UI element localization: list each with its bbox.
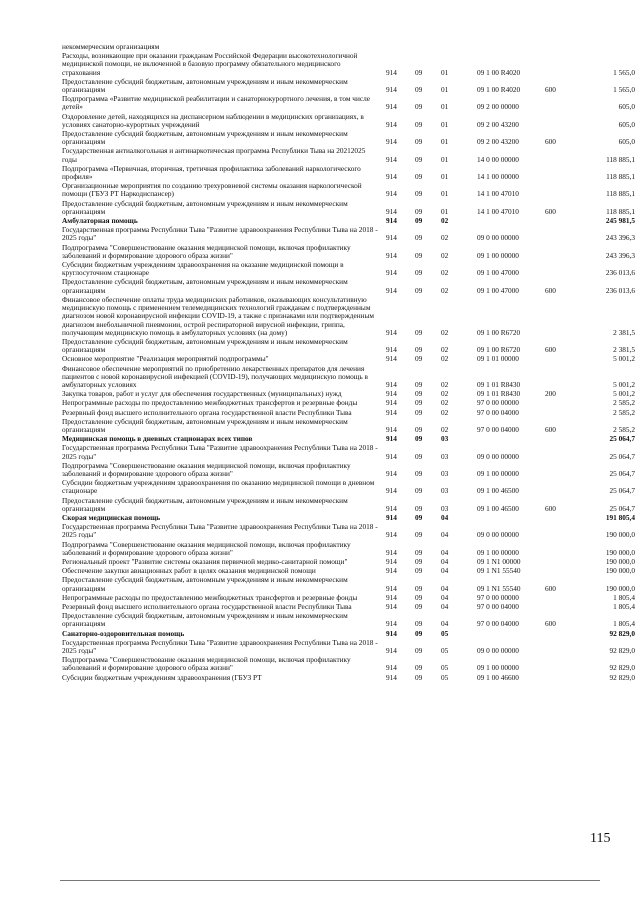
- section-code: 09: [415, 102, 423, 112]
- ministry-code: 914: [386, 646, 397, 656]
- amount: 92 829,0: [609, 672, 635, 682]
- section-code: 09: [415, 327, 423, 337]
- subsection-code: 02: [441, 354, 449, 364]
- table-row: [62, 199, 635, 216]
- section-code: 09: [415, 602, 423, 611]
- section-code: 09: [415, 354, 423, 364]
- subsection-code: 04: [441, 592, 449, 602]
- budget-table: [62, 43, 635, 682]
- subsection-code: 04: [441, 619, 449, 629]
- row-name: Санаторно-оздоровительная помощь: [62, 629, 185, 638]
- target-code: 09 2 00 43200: [477, 137, 519, 147]
- subsection-code: 05: [441, 672, 449, 682]
- table-row: [62, 261, 635, 278]
- section-code: 09: [415, 233, 423, 243]
- section-code: 09: [415, 451, 423, 461]
- target-code: 09 0 00 00000: [477, 233, 519, 243]
- target-code: 09 1 00 46500: [477, 503, 519, 513]
- ministry-code: 914: [386, 154, 397, 164]
- table-row: [62, 612, 635, 629]
- row-name: Государственная программа Республики Тыва "Развитие здравоохранения Республики Тыва на 2018 - 2025 годы": [62, 523, 378, 540]
- ministry-code: 914: [386, 345, 397, 355]
- target-code: 09 0 00 00000: [477, 451, 519, 461]
- ministry-code: 914: [386, 556, 397, 566]
- table-row: [62, 278, 635, 295]
- target-code: 14 1 00 47010: [477, 206, 519, 216]
- ministry-code: 914: [386, 672, 397, 682]
- table-row: [62, 512, 635, 522]
- subsection-code: 03: [441, 468, 449, 478]
- row-name: Предоставление субсидий бюджетным, автономным учреждениям и иным некоммерческим организациям: [62, 278, 348, 295]
- ministry-code: 914: [386, 407, 397, 417]
- subsection-code: 03: [441, 486, 449, 496]
- amount: 25 064,7: [609, 503, 635, 513]
- section-code: 09: [415, 216, 423, 226]
- amount: 25 064,7: [609, 486, 635, 496]
- amount: 190 000,0: [605, 583, 635, 593]
- expense-type: 600: [545, 345, 556, 355]
- ministry-code: 914: [386, 583, 397, 593]
- amount: 5 001,2: [613, 379, 635, 389]
- ministry-code: 914: [386, 663, 397, 673]
- amount: 5 001,2: [613, 389, 635, 399]
- ministry-code: 914: [386, 172, 397, 182]
- amount: 1 805,4: [613, 602, 635, 611]
- row-name: Подпрограмма "Совершенствование оказания медицинской помощи, включая профилактику заболеваний и формирование здорового образа жизни": [62, 461, 351, 478]
- amount: 2 585,2: [613, 398, 635, 408]
- ministry-code: 914: [386, 233, 397, 243]
- ministry-code: 914: [386, 285, 397, 295]
- amount: 190 000,0: [605, 530, 635, 540]
- amount: 92 829,0: [609, 646, 635, 656]
- ministry-code: 914: [386, 434, 397, 444]
- row-name: Оздоровление детей, находящихся на диспансерном наблюдении в медицинских организациях, в условиях санаторно-курортных учреждений: [62, 112, 364, 129]
- amount: 2 585,2: [613, 407, 635, 417]
- table-row: [62, 407, 635, 417]
- subsection-code: 02: [441, 389, 449, 399]
- table-row: [62, 523, 635, 540]
- ministry-code: 914: [386, 503, 397, 513]
- row-name: Предоставление субсидий бюджетным, автономным учреждениям и иным некоммерческим организациям: [62, 199, 348, 216]
- target-code: 09 1 00 00000: [477, 468, 519, 478]
- section-code: 09: [415, 119, 423, 129]
- amount: 25 064,7: [609, 468, 635, 478]
- expense-type: 600: [545, 619, 556, 629]
- row-name: Субсидии бюджетным учреждениям здравоохранения по оказанию медицинской помощи в дневном стационаре: [62, 479, 375, 496]
- row-name: Подпрограмма «Развитие медицинской реабилитации и санаторнокурортного лечения, в том числе детей»: [62, 95, 370, 112]
- amount: 118 885,1: [606, 172, 635, 182]
- section-code: 09: [415, 468, 423, 478]
- footer-divider: [60, 880, 600, 881]
- ministry-code: 914: [386, 619, 397, 629]
- subsection-code: 01: [441, 206, 449, 216]
- subsection-code: 04: [441, 566, 449, 576]
- ministry-code: 914: [386, 379, 397, 389]
- table-row: [62, 496, 635, 513]
- table-row: [62, 461, 635, 478]
- amount: 190 000,0: [605, 547, 635, 557]
- subsection-code: 02: [441, 424, 449, 434]
- amount: 605,0: [618, 102, 635, 112]
- section-code: 09: [415, 486, 423, 496]
- target-code: 09 2 00 43200: [477, 119, 519, 129]
- table-row: [62, 182, 635, 199]
- subsection-code: 04: [441, 556, 449, 566]
- expense-type: 600: [545, 85, 556, 95]
- row-name: Государственная программа Республики Тыва "Развитие здравоохранения Республики Тыва на 2018 - 2025 годы": [62, 226, 378, 243]
- ministry-code: 914: [386, 102, 397, 112]
- target-code: 09 1 00 R4020: [477, 85, 521, 95]
- ministry-code: 914: [386, 592, 397, 602]
- subsection-code: 02: [441, 327, 449, 337]
- amount: 5 001,2: [613, 354, 635, 364]
- target-code: 97 0 00 04000: [477, 424, 519, 434]
- ministry-code: 914: [386, 424, 397, 434]
- page-number: 115: [590, 831, 611, 846]
- table-row: [62, 592, 635, 602]
- row-name: некоммерческим организациям: [62, 43, 160, 51]
- expense-type: 600: [545, 206, 556, 216]
- table-row: [62, 337, 635, 355]
- row-name: Резервный фонд высшего исполнительного органа государственной власти Республики Тыва: [62, 408, 352, 417]
- row-name: Обеспечение закупки авиационных работ в целях оказания медицинской помощи: [62, 567, 316, 576]
- amount: 1 805,4: [613, 592, 635, 602]
- amount: 25 064,7: [609, 451, 635, 461]
- table-row: [62, 147, 635, 164]
- row-name: Непрограммные расходы по предоставлению межбюджетных трансфертов и резервные фонды: [62, 593, 358, 602]
- subsection-code: 03: [441, 503, 449, 513]
- section-code: 09: [415, 424, 423, 434]
- section-code: 09: [415, 285, 423, 295]
- expense-type: 600: [545, 503, 556, 513]
- subsection-code: 01: [441, 119, 449, 129]
- subsection-code: 02: [441, 285, 449, 295]
- row-name: Основное мероприятие "Реализация мероприятий подпрограммы": [62, 355, 269, 364]
- ministry-code: 914: [386, 250, 397, 260]
- table-row: [62, 364, 635, 390]
- row-name: Подпрограмма "Совершенствование оказания медицинской помощи, включая профилактику заболеваний и формирование здорового образа жизни": [62, 540, 351, 557]
- subsection-code: 01: [441, 154, 449, 164]
- target-code: 09 0 00 00000: [477, 530, 519, 540]
- target-code: 97 0 00 00000: [477, 398, 519, 408]
- subsection-code: 01: [441, 67, 449, 77]
- target-code: 09 1 00 R6720: [477, 345, 521, 355]
- amount: 236 013,6: [605, 285, 635, 295]
- target-code: 14 1 00 00000: [477, 172, 519, 182]
- row-name: Организационные мероприятия по созданию трехуровневой системы оказания наркологической помощи (ГБУЗ РТ Наркодиспансер): [62, 182, 362, 199]
- subsection-code: 01: [441, 85, 449, 95]
- ministry-code: 914: [386, 468, 397, 478]
- table-row: [62, 444, 635, 461]
- amount: 118 885,1: [606, 206, 635, 216]
- target-code: 09 1 00 00000: [477, 250, 519, 260]
- subsection-code: 04: [441, 602, 449, 611]
- ministry-code: 914: [386, 67, 397, 77]
- target-code: 09 1 01 00000: [477, 354, 519, 364]
- subsection-code: 04: [441, 547, 449, 557]
- table-row: [62, 77, 635, 95]
- target-code: 14 0 00 00000: [477, 154, 519, 164]
- table-row: [62, 95, 635, 112]
- section-code: 09: [415, 67, 423, 77]
- target-code: 09 1 00 R4020: [477, 67, 521, 77]
- target-code: 09 2 00 00000: [477, 102, 519, 112]
- table-row: [62, 354, 635, 364]
- ministry-code: 914: [386, 189, 397, 199]
- subsection-code: 05: [441, 646, 449, 656]
- subsection-code: 01: [441, 102, 449, 112]
- subsection-code: 02: [441, 268, 449, 278]
- section-code: 09: [415, 398, 423, 408]
- subsection-code: 02: [441, 345, 449, 355]
- table-row: [62, 164, 635, 182]
- amount: 1 565,0: [613, 85, 635, 95]
- target-code: 09 1 00 00000: [477, 663, 519, 673]
- expense-type: 600: [545, 137, 556, 147]
- subsection-code: 02: [441, 407, 449, 417]
- section-code: 09: [415, 583, 423, 593]
- row-name: Субсидии бюджетным учреждениям здравоохранения на оказание медицинской помощи в круглосуточном стационаре: [62, 261, 344, 278]
- row-name: Резервный фонд высшего исполнительного органа государственной власти Республики Тыва: [62, 603, 352, 611]
- target-code: 97 0 00 00000: [477, 592, 519, 602]
- table-row: [62, 479, 635, 496]
- section-code: 09: [415, 672, 423, 682]
- row-name: Предоставление субсидий бюджетным, автономным учреждениям и иным некоммерческим организациям: [62, 337, 348, 355]
- section-code: 09: [415, 628, 423, 638]
- section-code: 09: [415, 556, 423, 566]
- ministry-code: 914: [386, 119, 397, 129]
- amount: 190 000,0: [605, 566, 635, 576]
- amount: 243 396,3: [605, 250, 635, 260]
- ministry-code: 914: [386, 628, 397, 638]
- table-row: [62, 628, 635, 638]
- expense-type: 600: [545, 583, 556, 593]
- section-code: 09: [415, 250, 423, 260]
- table-row: [62, 540, 635, 557]
- subsection-code: 04: [441, 530, 449, 540]
- row-name: Региональный проект "Развитие системы оказания первичной медико-санитарной помощи": [62, 557, 348, 566]
- amount: 605,0: [618, 119, 635, 129]
- amount: 118 885,1: [606, 154, 635, 164]
- section-code: 09: [415, 345, 423, 355]
- ministry-code: 914: [386, 137, 397, 147]
- section-code: 09: [415, 503, 423, 513]
- row-name: Подпрограмма «Первичная, вторичная, третичная профилактика заболеваний наркологического профиля»: [62, 164, 361, 182]
- row-name: Государственная программа Республики Тыва "Развитие здравоохранения Республики Тыва на 2018 - 2025 годы": [62, 638, 378, 656]
- subsection-code: 03: [441, 434, 449, 444]
- target-code: 09 1 N1 55540: [477, 566, 521, 576]
- amount: 1 805,4: [613, 619, 635, 629]
- target-code: 09 0 00 00000: [477, 646, 519, 656]
- ministry-code: 914: [386, 327, 397, 337]
- table-row: [62, 130, 635, 147]
- row-name: Предоставление субсидий бюджетным, автономным учреждениям и иным некоммерческим организациям: [62, 130, 348, 147]
- row-name: Закупка товаров, работ и услуг для обеспечения государственных (муниципальных) нужд: [62, 390, 342, 399]
- amount: 245 981,5: [605, 216, 635, 226]
- ministry-code: 914: [386, 512, 397, 522]
- table-row: [62, 52, 635, 77]
- section-code: 09: [415, 663, 423, 673]
- subsection-code: 02: [441, 216, 449, 226]
- row-name: Медицинская помощь в дневных стационарах всех типов: [62, 435, 253, 444]
- row-name: Подпрограмма "Совершенствование оказания медицинской помощи, включая профилактику заболеваний и формирование здорового образа жизни": [62, 243, 351, 260]
- section-code: 09: [415, 389, 423, 399]
- table-row: [62, 638, 635, 656]
- table-row: [62, 566, 635, 576]
- subsection-code: 04: [441, 583, 449, 593]
- row-name: Государственная антиалкогольная и антинаркотическая программа Республики Тыва на 20212025 годы: [62, 147, 366, 164]
- section-code: 09: [415, 379, 423, 389]
- subsection-code: 04: [441, 512, 449, 522]
- table-row: [62, 556, 635, 566]
- subsection-code: 01: [441, 172, 449, 182]
- target-code: 09 1 00 46600: [477, 672, 519, 682]
- section-code: 09: [415, 268, 423, 278]
- section-code: 09: [415, 566, 423, 576]
- row-name: Непрограммные расходы по предоставлению межбюджетных трансфертов и резервные фонды: [62, 399, 358, 408]
- target-code: 09 1 00 R6720: [477, 327, 521, 337]
- ministry-code: 914: [386, 547, 397, 557]
- row-name: Предоставление субсидий бюджетным, автономным учреждениям и иным некоммерческим организациям: [62, 417, 348, 434]
- subsection-code: 05: [441, 628, 449, 638]
- ministry-code: 914: [386, 354, 397, 364]
- ministry-code: 914: [386, 389, 397, 399]
- ministry-code: 914: [386, 85, 397, 95]
- ministry-code: 914: [386, 566, 397, 576]
- table-row: [62, 216, 635, 226]
- table-row: [62, 226, 635, 243]
- subsection-code: 01: [441, 137, 449, 147]
- target-code: 09 1 00 46500: [477, 486, 519, 496]
- subsection-code: 01: [441, 189, 449, 199]
- section-code: 09: [415, 619, 423, 629]
- table-row: [62, 417, 635, 434]
- amount: 191 805,4: [605, 512, 635, 522]
- ministry-code: 914: [386, 216, 397, 226]
- table-row: [62, 398, 635, 408]
- section-code: 09: [415, 530, 423, 540]
- target-code: 97 0 00 04000: [477, 619, 519, 629]
- target-code: 09 1 01 R8430: [477, 379, 521, 389]
- amount: 236 013,6: [605, 268, 635, 278]
- subsection-code: 05: [441, 663, 449, 673]
- row-name: Финансовое обеспечение мероприятий по приобретению лекарственных препаратов для лечения пациентов с новой коронавирусной инфекцией (COVID-19), получающих медицинскую помощь в амбулаторных условиях: [62, 364, 368, 389]
- amount: 605,0: [618, 137, 635, 147]
- row-name: Подпрограмма "Совершенствование оказания медицинской помощи, включая профилактику заболеваний и формирование здорового образа жизни": [62, 656, 351, 673]
- row-name: Предоставление субсидий бюджетным, автономным учреждениям и иным некоммерческим организациям: [62, 576, 348, 593]
- amount: 2 381,5: [613, 345, 635, 355]
- subsection-code: 03: [441, 451, 449, 461]
- expense-type: 200: [545, 389, 556, 399]
- table-row: [62, 602, 635, 611]
- section-code: 09: [415, 137, 423, 147]
- section-code: 09: [415, 172, 423, 182]
- row-name: Расходы, возникающие при оказании гражданам Российской Федерации высокотехнологичной медицинской помощи, не включенной в базовую программу обязательного медицинского страхования: [62, 52, 358, 77]
- row-name: Предоставление субсидий бюджетным, автономным учреждениям и иным некоммерческим организациям: [62, 77, 348, 95]
- row-name: Скорая медицинская помощь: [62, 513, 161, 522]
- row-name: Предоставление субсидий бюджетным, автономным учреждениям и иным некоммерческим организациям: [62, 612, 348, 629]
- row-name: Амбулаторная помощь: [62, 217, 138, 226]
- expense-type: 600: [545, 424, 556, 434]
- amount: 25 064,7: [609, 434, 635, 444]
- table-row: [62, 434, 635, 444]
- ministry-code: 914: [386, 602, 397, 611]
- target-code: 09 1 N1 55540: [477, 583, 521, 593]
- row-name: Субсидии бюджетным учреждениям здравоохранения (ГБУЗ РТ: [62, 673, 262, 682]
- subsection-code: 02: [441, 250, 449, 260]
- section-code: 09: [415, 434, 423, 444]
- target-code: 97 0 00 04000: [477, 602, 519, 611]
- section-code: 09: [415, 206, 423, 216]
- section-code: 09: [415, 512, 423, 522]
- section-code: 09: [415, 646, 423, 656]
- ministry-code: 914: [386, 451, 397, 461]
- section-code: 09: [415, 547, 423, 557]
- section-code: 09: [415, 189, 423, 199]
- table-row: [62, 295, 635, 337]
- section-code: 09: [415, 154, 423, 164]
- table-row: [62, 672, 635, 682]
- expense-type: 600: [545, 285, 556, 295]
- amount: 190 000,0: [605, 556, 635, 566]
- amount: 92 829,0: [609, 663, 635, 673]
- ministry-code: 914: [386, 486, 397, 496]
- amount: 2 585,2: [613, 424, 635, 434]
- table-row: [62, 656, 635, 673]
- subsection-code: 02: [441, 398, 449, 408]
- amount: 1 565,0: [613, 67, 635, 77]
- subsection-code: 02: [441, 379, 449, 389]
- target-code: 09 1 00 47000: [477, 285, 519, 295]
- target-code: 14 1 00 47010: [477, 189, 519, 199]
- row-name: Предоставление субсидий бюджетным, автономным учреждениям и иным некоммерческим организациям: [62, 496, 348, 513]
- amount: 243 396,3: [605, 233, 635, 243]
- ministry-code: 914: [386, 398, 397, 408]
- section-code: 09: [415, 407, 423, 417]
- row-name: Государственная программа Республики Тыва "Развитие здравоохранения Республики Тыва на 2018 - 2025 годы": [62, 444, 378, 461]
- amount: 2 381,5: [613, 327, 635, 337]
- ministry-code: 914: [386, 206, 397, 216]
- target-code: 09 1 00 00000: [477, 547, 519, 557]
- section-code: 09: [415, 592, 423, 602]
- amount: 92 829,0: [609, 628, 635, 638]
- ministry-code: 914: [386, 268, 397, 278]
- target-code: 09 1 N1 00000: [477, 556, 521, 566]
- table-row: [62, 43, 632, 51]
- table-row: [62, 389, 635, 399]
- row-name: Финансовое обеспечение оплаты труда медицинских работников, оказывающих консультативную медицинскую помощь с применением телемедицинских технологий гражданам с подтвержденным диагнозом новой коронавирусной инфекции COVID-19, а также с признаками или подтвержденным диагнозом внебольничной пневмонии, острой респираторной вирусной инфекции, гриппа, получающим медицинскую помощь в амбулаторных условиях (на дому): [62, 295, 375, 337]
- amount: 118 885,1: [606, 189, 635, 199]
- subsection-code: 02: [441, 233, 449, 243]
- table-row: [62, 243, 635, 260]
- target-code: 97 0 00 04000: [477, 407, 519, 417]
- section-code: 09: [415, 85, 423, 95]
- target-code: 09 1 01 R8430: [477, 389, 521, 399]
- ministry-code: 914: [386, 530, 397, 540]
- table-row: [62, 576, 635, 593]
- table-row: [62, 112, 635, 129]
- target-code: 09 1 00 47000: [477, 268, 519, 278]
